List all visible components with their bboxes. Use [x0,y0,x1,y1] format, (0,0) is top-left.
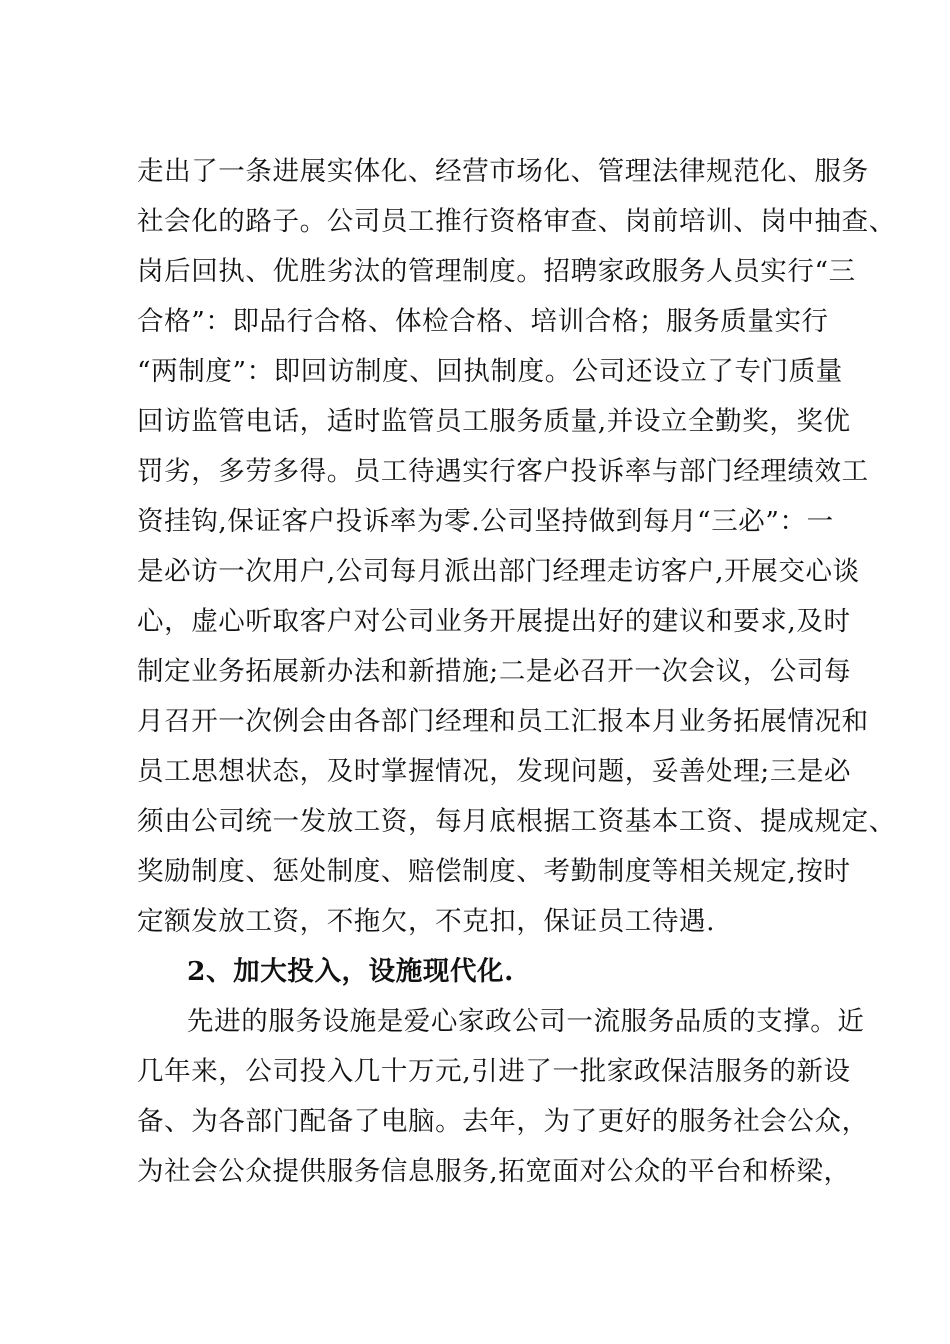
body-text-line: 罚劣，多劳多得。员工待遇实行客户投诉率与部门经理绩效工 [137,456,869,487]
body-text-line: 回访监管电话，适时监管员工服务质量,并设立全勤奖，奖优 [137,406,851,437]
body-text-line: 合格”：即品行合格、体检合格、培训合格；服务质量实行 [137,306,829,337]
body-text-line: 先进的服务设施是爱心家政公司一流服务品质的支撑。近 [187,1006,865,1037]
body-text-line: 资挂钩,保证客户投诉率为零.公司坚持做到每月“三必”：一 [137,506,834,537]
body-text-line: 走出了一条进展实体化、经营市场化、管理法律规范化、服务 [137,156,869,187]
body-text-line: 是必访一次用户,公司每月派出部门经理走访客户,开展交心谈 [137,556,860,587]
body-text-line: 岗后回执、优胜劣汰的管理制度。招聘家政服务人员实行“三 [137,256,856,287]
section-heading: 2、加大投入，设施现代化. [187,956,514,987]
body-text-line: 月召开一次例会由各部门经理和员工汇报本月业务拓展情况和 [137,706,869,737]
body-text-line: 奖励制度、惩处制度、赔偿制度、考勤制度等相关规定,按时 [137,856,851,887]
body-text-line: 为社会公众提供服务信息服务,拓宽面对公众的平台和桥梁， [137,1156,851,1187]
body-text-line: 制定业务拓展新办法和新措施;二是必召开一次会议，公司每 [137,656,852,687]
body-text-line: “两制度”：即回访制度、回执制度。公司还设立了专门质量 [137,356,843,387]
body-text-line: 定额发放工资，不拖欠，不克扣，保证员工待遇. [137,906,716,937]
body-text-line: 心，虚心听取客户对公司业务开展提出好的建议和要求,及时 [137,606,851,637]
body-text-line: 须由公司统一发放工资，每月底根据工资基本工资、提成规定、 [137,806,896,837]
body-text-line: 社会化的路子。公司员工推行资格审查、岗前培训、岗中抽查、 [137,206,896,237]
body-text-line: 备、为各部门配备了电脑。去年，为了更好的服务社会公众， [137,1106,869,1137]
body-text-line: 几年来，公司投入几十万元,引进了一批家政保洁服务的新设 [137,1056,851,1087]
body-text-line: 员工思想状态，及时掌握情况，发现问题，妥善处理;三是必 [137,756,852,787]
